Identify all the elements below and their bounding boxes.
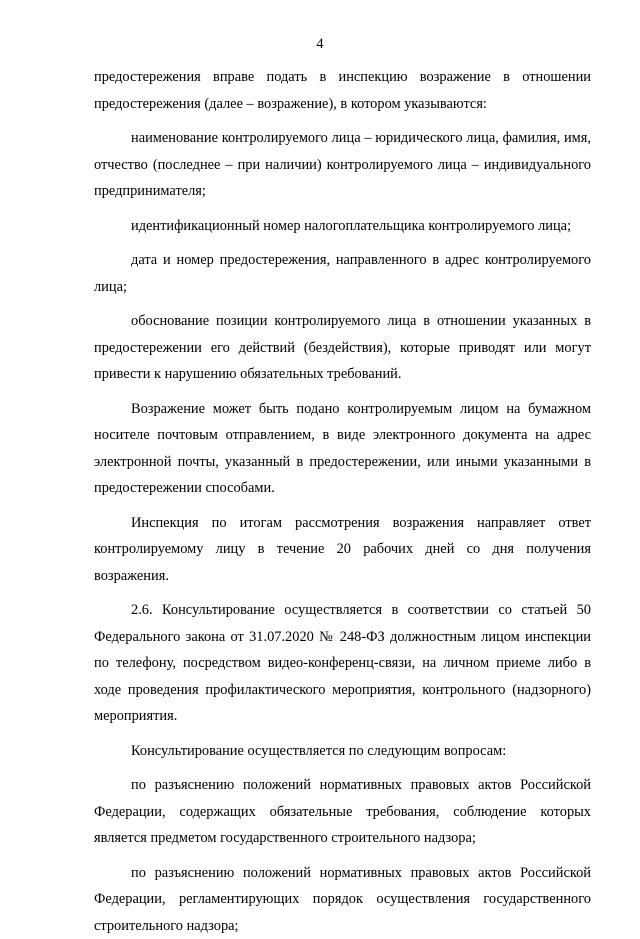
page-number: 4 [0, 34, 640, 54]
paragraph-inspection-response: Инспекция по итогам рассмотрения возражения направляет ответ контролируемому лицу в течение 20 рабочих дней со дня получения возражения. [94, 510, 591, 590]
paragraph-position-justification: обоснование позиции контролируемого лица в отношении указанных в предостережении его действий (бездействия), которые приводят или могут привести к нарушению обязательных требований. [94, 308, 591, 388]
paragraph-controlled-person-name: наименование контролируемого лица – юридического лица, фамилия, имя, отчество (последнее – при наличии) контролируемого лица – индивидуального предпринимателя; [94, 125, 591, 205]
paragraph-objection-submission: Возражение может быть подано контролируемым лицом на бумажном носителе почтовым отправлением, в виде электронного документа на адрес электронной почты, указанный в предостережении, или иными указанными в предостережении способами. [94, 396, 591, 502]
paragraph-objection-intro: предостережения вправе подать в инспекцию возражение в отношении предостережения (далее – возражение), в котором указываются: [94, 64, 591, 117]
paragraph-taxpayer-id: идентификационный номер налогоплательщика контролируемого лица; [94, 213, 591, 240]
document-body [94, 64, 591, 939]
paragraph-consulting-questions: Консультирование осуществляется по следующим вопросам: [94, 738, 591, 765]
paragraph-consulting-2-6: 2.6. Консультирование осуществляется в соответствии со статьей 50 Федерального закона от 31.07.2020 № 248-ФЗ должностным лицом инспекции по телефону, посредством видео-конференц-связи, на личном приеме либо в ходе проведения профилактического мероприятия, контрольного (надзорного) мероприятия. [94, 597, 591, 730]
paragraph-explanation-requirements: по разъяснению положений нормативных правовых актов Российской Федерации, содержащих обязательные требования, соблюдение которых является предметом государственного строительного надзора; [94, 772, 591, 852]
paragraph-warning-date-number: дата и номер предостережения, направленного в адрес контролируемого лица; [94, 247, 591, 300]
paragraph-explanation-procedure: по разъяснению положений нормативных правовых актов Российской Федерации, регламентирующих порядок осуществления государственного строительного надзора; [94, 860, 591, 939]
